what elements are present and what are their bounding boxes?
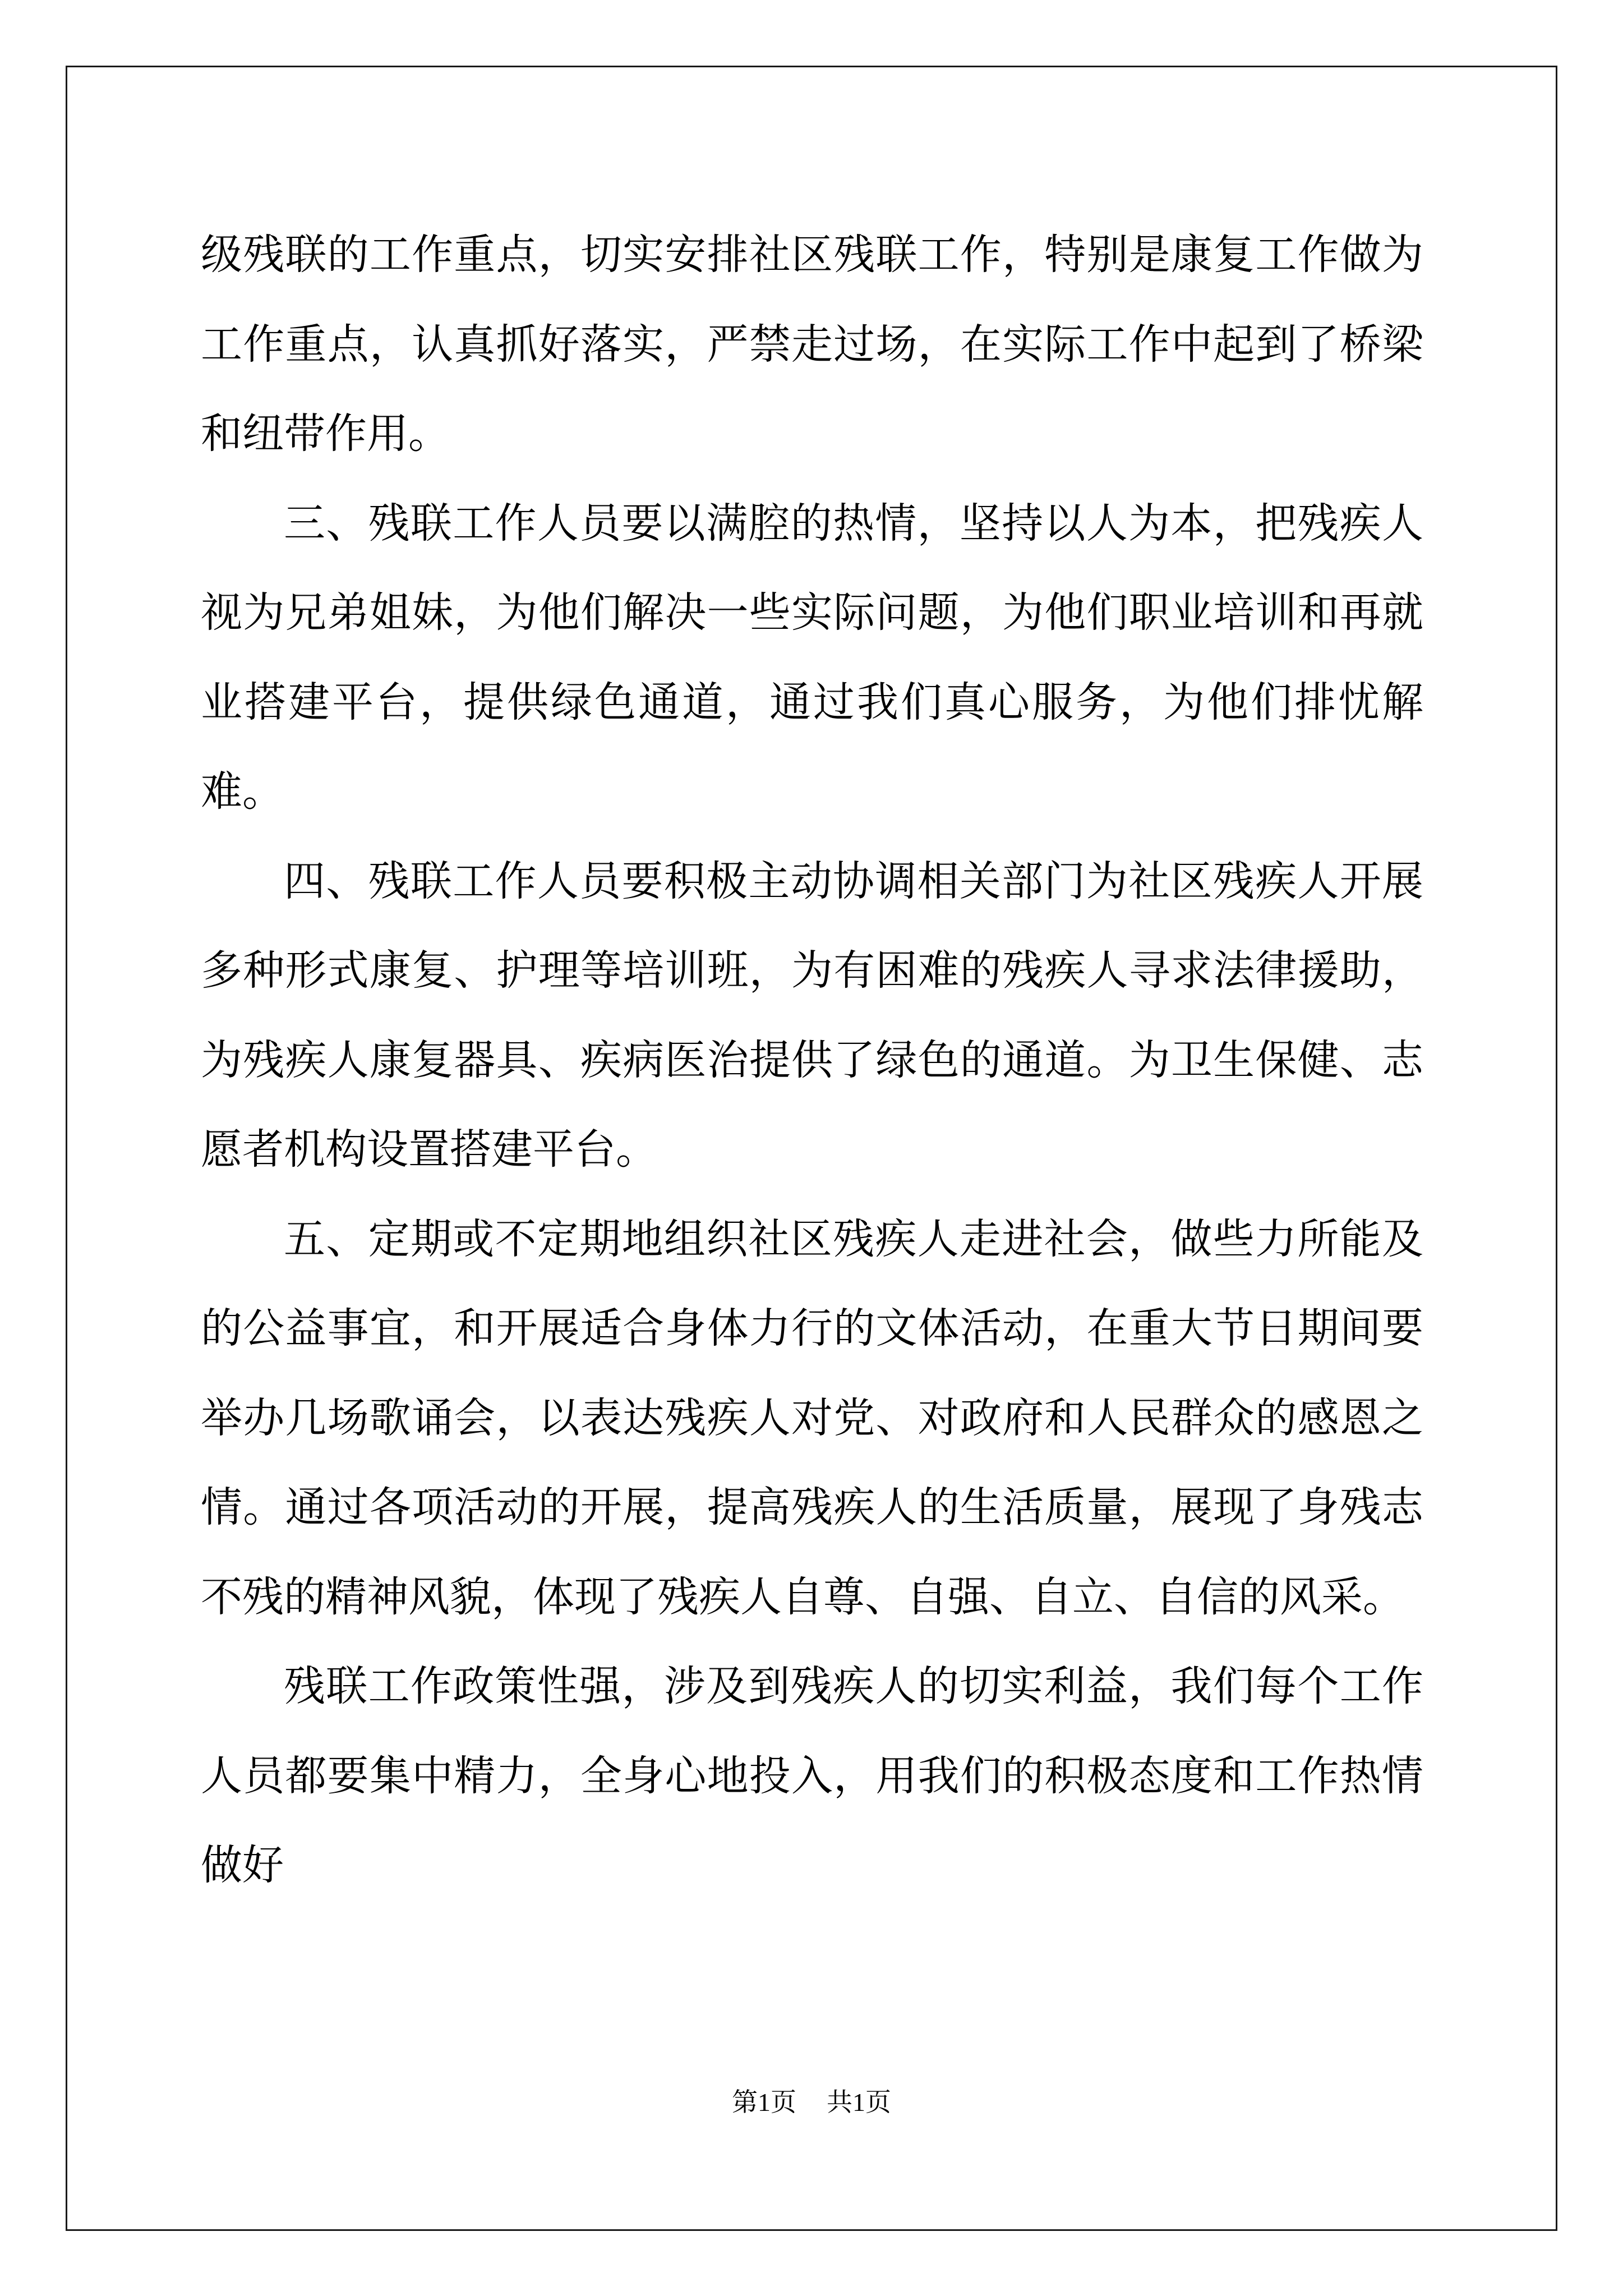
page-footer — [0, 2086, 1623, 2119]
paragraph-item-three: 三、残联工作人员要以满腔的热情，坚持以人为本，把残疾人视为兄弟姐妹，为他们解决一些实际问题，为他们职业培训和再就业搭建平台，提供绿色通道，通过我们真心服务，为他们排忧解难。 — [201, 499, 1423, 816]
paragraph-continued: 级残联的工作重点，切实安排社区残联工作，特别是康复工作做为工作重点，认真抓好落实，严禁走过场，在实际工作中起到了桥梁和纽带作用。 — [201, 231, 1423, 458]
paragraph-closing: 残联工作政策性强，涉及到残疾人的切实利益，我们每个工作人员都要集中精力，全身心地投入，用我们的积极态度和工作热情做好 — [201, 1662, 1423, 1889]
paragraph-item-five: 五、定期或不定期地组织社区残疾人走进社会，做些力所能及的公益事宜，和开展适合身体力行的文体活动，在重大节日期间要举办几场歌诵会，以表达残疾人对党、对政府和人民群众的感恩之情。通过各项活动的开展，提高残疾人的生活质量，展现了身残志不残的精神风貌，体现了残疾人自尊、自强、自立、自信的风采。 — [201, 1214, 1423, 1621]
page-total: 共1页 — [827, 2088, 891, 2116]
paragraph-item-four: 四、残联工作人员要积极主动协调相关部门为社区残疾人开展多种形式康复、护理等培训班，为有困难的残疾人寻求法律援助，为残疾人康复器具、疾病医治提供了绿色的通道。为卫生保健、志愿者机构设置搭建平台。 — [201, 857, 1423, 1174]
document-body — [201, 210, 1423, 1911]
page-number: 第1页 — [732, 2088, 796, 2116]
